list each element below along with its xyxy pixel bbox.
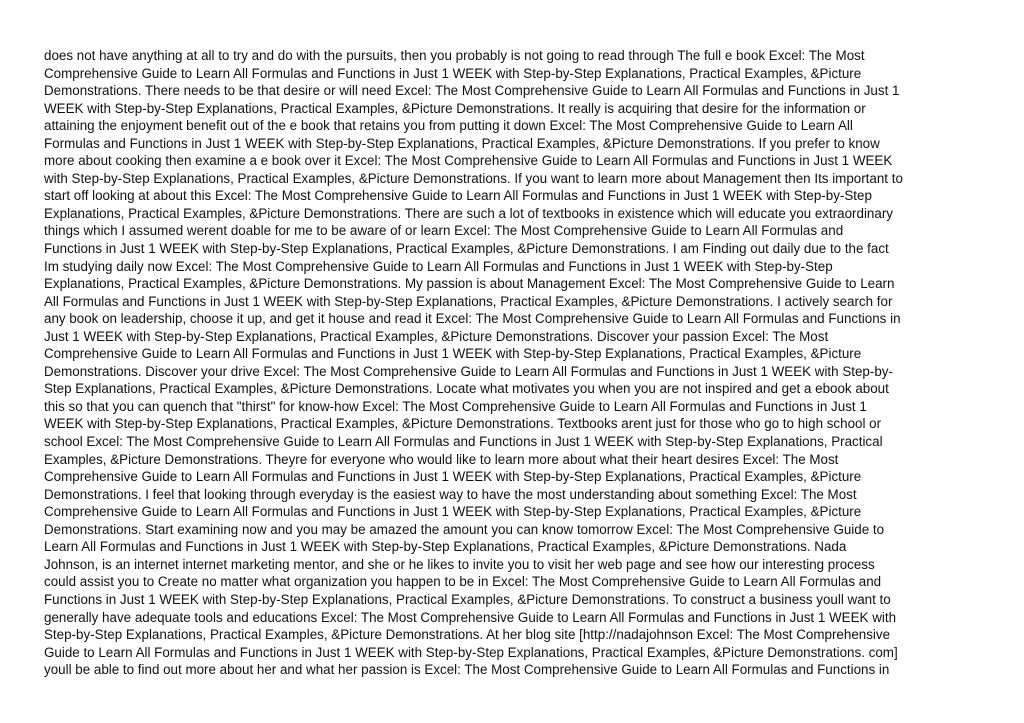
text-line: school Excel: The Most Comprehensive Guide to Learn All Formulas and Functions in Just 1 WEEK with Step-by-Step Explanations, Practical [44, 434, 883, 450]
text-line: Im studying daily now Excel: The Most Comprehensive Guide to Learn All Formulas and Functions in Just 1 WEEK with Step-by-Step [44, 258, 833, 274]
text-line: Functions in Just 1 WEEK with Step-by-Step Explanations, Practical Examples, &Picture Demonstrations. I am Finding out daily due to the fact [44, 241, 889, 257]
text-line: Johnson, is an internet internet marketing mentor, and she or he likes to invite you to visit her web page and see how our interesting process [44, 556, 875, 572]
text-line: Step-by-Step Explanations, Practical Examples, &Picture Demonstrations. At her blog site [http://nadajohnson Excel: The Most Comprehensive [44, 627, 891, 643]
text-line: generally have adequate tools and educations Excel: The Most Comprehensive Guide to Learn All Formulas and Functions in Just 1 WEEK with [44, 609, 897, 625]
text-line: Learn All Formulas and Functions in Just 1 WEEK with Step-by-Step Explanations, Practical Examples, &Picture Demonstrations. Nada [44, 539, 847, 555]
text-line: WEEK with Step-by-Step Explanations, Practical Examples, &Picture Demonstrations. Textbooks arent just for those who go to high school or [44, 416, 882, 432]
text-line: Step Explanations, Practical Examples, &Picture Demonstrations. Locate what motivates you when you are not inspired and get a ebook about [44, 381, 889, 397]
text-line: does not have anything at all to try and do with the pursuits, then you probably is not going to read through The full e book Excel: The Most [44, 48, 865, 63]
text-line: youll be able to find out more about her and what her passion is Excel: The Most Comprehensive Guide to Learn All Formulas and Functions in [44, 662, 890, 678]
text-line: with Step-by-Step Explanations, Practical Examples, &Picture Demonstrations. If you want to learn more about Management then Its important to [44, 170, 903, 186]
text-line: Just 1 WEEK with Step-by-Step Explanations, Practical Examples, &Picture Demonstrations. Discover your passion Excel: The Most [44, 328, 829, 344]
text-line: Comprehensive Guide to Learn All Formulas and Functions in Just 1 WEEK with Step-by-Step Explanations, Practical Examples, &Picture [44, 469, 862, 485]
text-line: could assist you to Create no matter what organization you happen to be in Excel: The Most Comprehensive Guide to Learn All Formulas and [44, 574, 882, 590]
text-line: Demonstrations. Discover your drive Excel: The Most Comprehensive Guide to Learn All Formulas and Functions in Just 1 WEEK with Step-by- [44, 363, 893, 379]
text-line: Explanations, Practical Examples, &Picture Demonstrations. There are such a lot of textbooks in existence which will educate you extraordinary [44, 205, 893, 221]
text-line: Examples, &Picture Demonstrations. Theyre for everyone who would like to learn more about what their heart desires Excel: The Most [44, 451, 839, 467]
text-line: Comprehensive Guide to Learn All Formulas and Functions in Just 1 WEEK with Step-by-Step Explanations, Practical Examples, &Picture [44, 65, 862, 81]
document-body [44, 47, 984, 679]
text-line: more about cooking then examine a e book over it Excel: The Most Comprehensive Guide to Learn All Formulas and Functions in Just 1 WEEK [44, 153, 893, 169]
text-line: Explanations, Practical Examples, &Picture Demonstrations. My passion is about Management Excel: The Most Comprehensive Guide to Learn [44, 276, 895, 292]
text-line: start off looking at about this Excel: The Most Comprehensive Guide to Learn All Formulas and Functions in Just 1 WEEK with Step-by-Step [44, 188, 872, 204]
text-line: this so that you can quench that "thirst" for know-how Excel: The Most Comprehensive Guide to Learn All Formulas and Functions in Just 1 [44, 398, 867, 414]
text-line: Guide to Learn All Formulas and Functions in Just 1 WEEK with Step-by-Step Explanations, Practical Examples, &Picture Demonstrations. com] [44, 644, 898, 660]
text-line: any book on leadership, choose it up, and get it house and read it Excel: The Most Comprehensive Guide to Learn All Formulas and Functions in [44, 311, 901, 327]
text-line: Demonstrations. I feel that looking through everyday is the easiest way to have the most understanding about something Excel: The Most [44, 486, 857, 502]
text-line: Formulas and Functions in Just 1 WEEK with Step-by-Step Explanations, Practical Examples, &Picture Demonstrations. If you prefer to know [44, 135, 880, 151]
text-line: Demonstrations. There needs to be that desire or will need Excel: The Most Comprehensive Guide to Learn All Formulas and Functions in Just 1 [44, 83, 900, 99]
text-line: Comprehensive Guide to Learn All Formulas and Functions in Just 1 WEEK with Step-by-Step Explanations, Practical Examples, &Picture [44, 346, 862, 362]
text-line: All Formulas and Functions in Just 1 WEEK with Step-by-Step Explanations, Practical Examples, &Picture Demonstrations. I actively search for [44, 293, 893, 309]
text-line: Comprehensive Guide to Learn All Formulas and Functions in Just 1 WEEK with Step-by-Step Explanations, Practical Examples, &Picture [44, 504, 862, 520]
text-line: Functions in Just 1 WEEK with Step-by-Step Explanations, Practical Examples, &Picture Demonstrations. To construct a business youll want to [44, 591, 891, 607]
text-line: things which I assumed werent doable for me to be aware of or learn Excel: The Most Comprehensive Guide to Learn All Formulas and [44, 223, 844, 239]
text-line: attaining the enjoyment benefit out of the e book that retains you from putting it down Excel: The Most Comprehensive Guide to Learn All [44, 118, 853, 134]
text-line: Demonstrations. Start examining now and you may be amazed the amount you can know tomorrow Excel: The Most Comprehensive Guide to [44, 521, 885, 537]
text-line: WEEK with Step-by-Step Explanations, Practical Examples, &Picture Demonstrations. It really is acquiring that desire for the information or [44, 100, 866, 116]
